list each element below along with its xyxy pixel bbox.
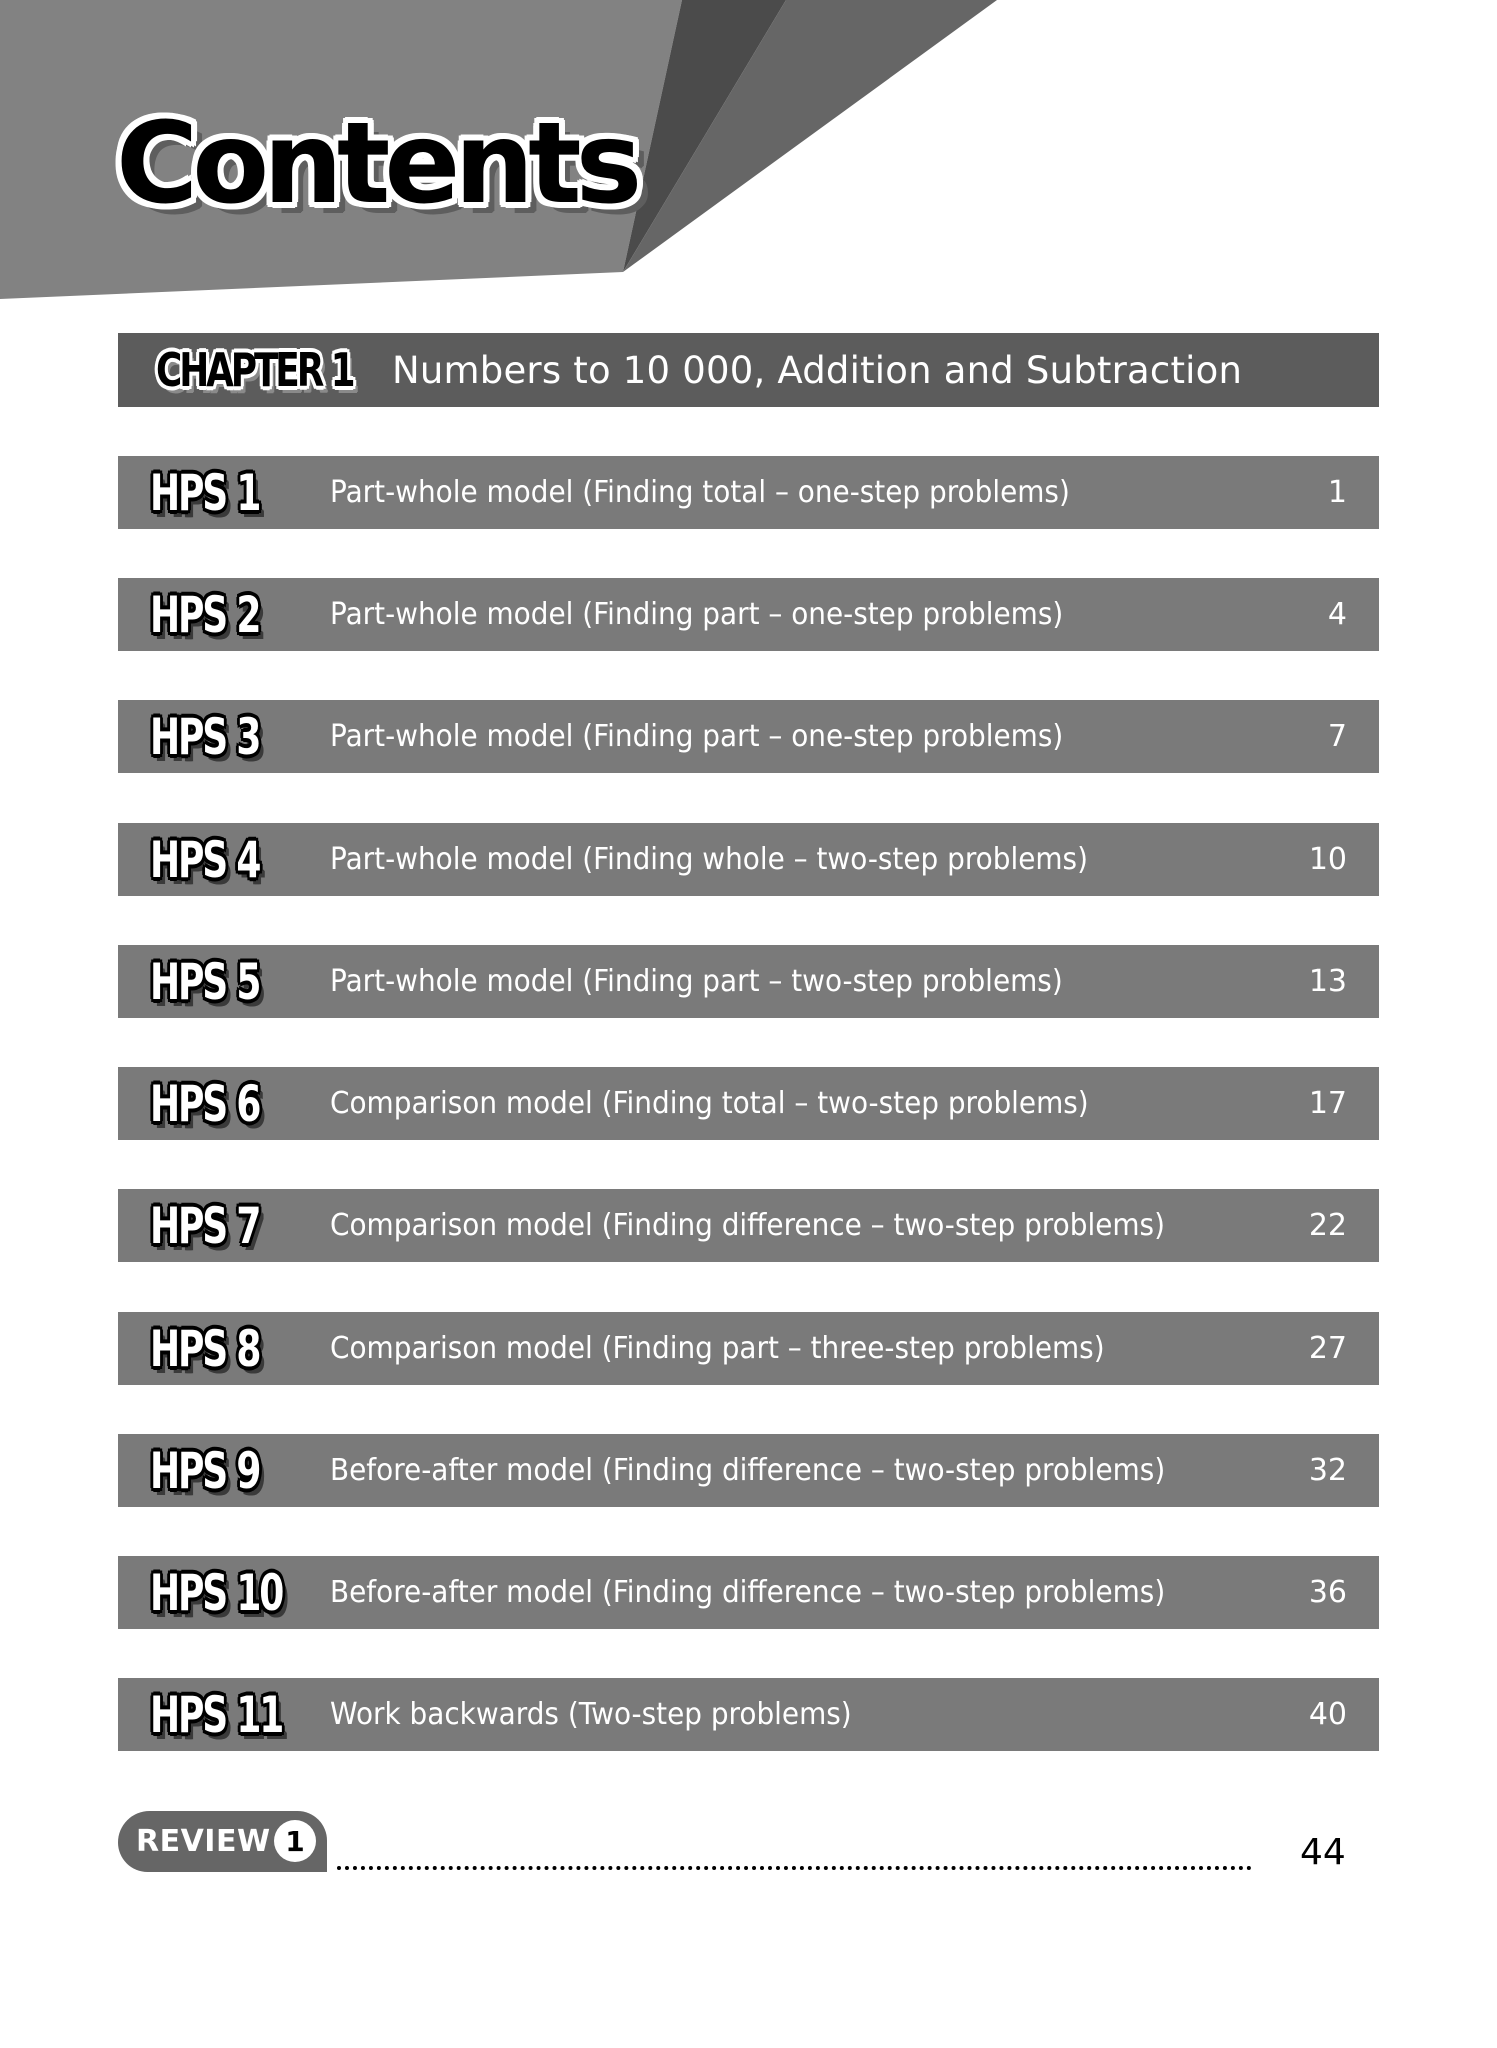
chapter-title: Numbers to 10 000, Addition and Subtraction xyxy=(392,348,1243,392)
review-label: REVIEW xyxy=(136,1824,271,1859)
toc-row-hps-9[interactable] xyxy=(118,1434,1379,1507)
hps-badge: HPS 10 xyxy=(150,1564,283,1622)
toc-entry-title: Part-whole model (Finding whole – two-step problems) xyxy=(330,842,1088,877)
toc-entry-title: Part-whole model (Finding total – one-step problems) xyxy=(330,475,1070,510)
toc-page-number: 27 xyxy=(1308,1331,1347,1366)
hps-badge: HPS 3 xyxy=(150,708,260,766)
toc-row-hps-10[interactable] xyxy=(118,1556,1379,1629)
toc-row-hps-7[interactable] xyxy=(118,1189,1379,1262)
dotted-leader-line xyxy=(337,1866,1252,1870)
toc-row-hps-5[interactable] xyxy=(118,945,1379,1018)
toc-entry-title: Comparison model (Finding part – three-step problems) xyxy=(330,1331,1105,1366)
toc-row-hps-8[interactable] xyxy=(118,1312,1379,1385)
toc-entry-title: Before-after model (Finding difference – two-step problems) xyxy=(330,1453,1166,1488)
hps-badge: HPS 8 xyxy=(150,1320,260,1378)
hps-badge: HPS 5 xyxy=(150,953,260,1011)
toc-entry-title: Comparison model (Finding difference – two-step problems) xyxy=(330,1208,1165,1243)
toc-page-number: 10 xyxy=(1308,842,1347,877)
toc-page-number: 13 xyxy=(1308,964,1347,999)
hps-badge: HPS 9 xyxy=(150,1442,260,1500)
toc-row-hps-2[interactable] xyxy=(118,578,1379,651)
toc-page-number: 22 xyxy=(1308,1208,1347,1243)
toc-entry-title: Comparison model (Finding total – two-step problems) xyxy=(330,1086,1089,1121)
toc-page-number: 17 xyxy=(1308,1086,1347,1121)
toc-page-number: 40 xyxy=(1308,1697,1347,1732)
toc-entry-title: Part-whole model (Finding part – one-step problems) xyxy=(330,719,1064,754)
review-badge[interactable] xyxy=(118,1811,327,1872)
toc-page-number: 7 xyxy=(1327,719,1347,754)
toc-row-hps-11[interactable] xyxy=(118,1678,1379,1751)
hps-badge: HPS 7 xyxy=(150,1197,260,1255)
toc-row-hps-4[interactable] xyxy=(118,823,1379,896)
toc-row-hps-6[interactable] xyxy=(118,1067,1379,1140)
hps-badge: HPS 4 xyxy=(150,831,260,889)
page-title: Contents xyxy=(116,99,637,229)
toc-page-number: 4 xyxy=(1327,597,1347,632)
toc-page-number: 1 xyxy=(1327,475,1347,510)
toc-row-hps-1[interactable] xyxy=(118,456,1379,529)
chapter-header xyxy=(118,333,1379,407)
toc-row-hps-3[interactable] xyxy=(118,700,1379,773)
hps-badge: HPS 6 xyxy=(150,1075,260,1133)
toc-entry-title: Part-whole model (Finding part – one-step problems) xyxy=(330,597,1064,632)
hps-badge: HPS 1 xyxy=(150,464,260,522)
toc-page-number: 32 xyxy=(1308,1453,1347,1488)
toc-page-number: 36 xyxy=(1308,1575,1347,1610)
toc-entry-title: Before-after model (Finding difference – two-step problems) xyxy=(330,1575,1166,1610)
review-number-circle: 1 xyxy=(274,1820,316,1862)
hps-badge: HPS 2 xyxy=(150,586,260,644)
toc-entry-title: Part-whole model (Finding part – two-step problems) xyxy=(330,964,1063,999)
hps-badge: HPS 11 xyxy=(150,1686,283,1744)
toc-entry-title: Work backwards (Two-step problems) xyxy=(330,1697,852,1732)
chapter-label: CHAPTER 1 xyxy=(156,343,353,397)
review-page-number: 44 xyxy=(1300,1832,1346,1873)
